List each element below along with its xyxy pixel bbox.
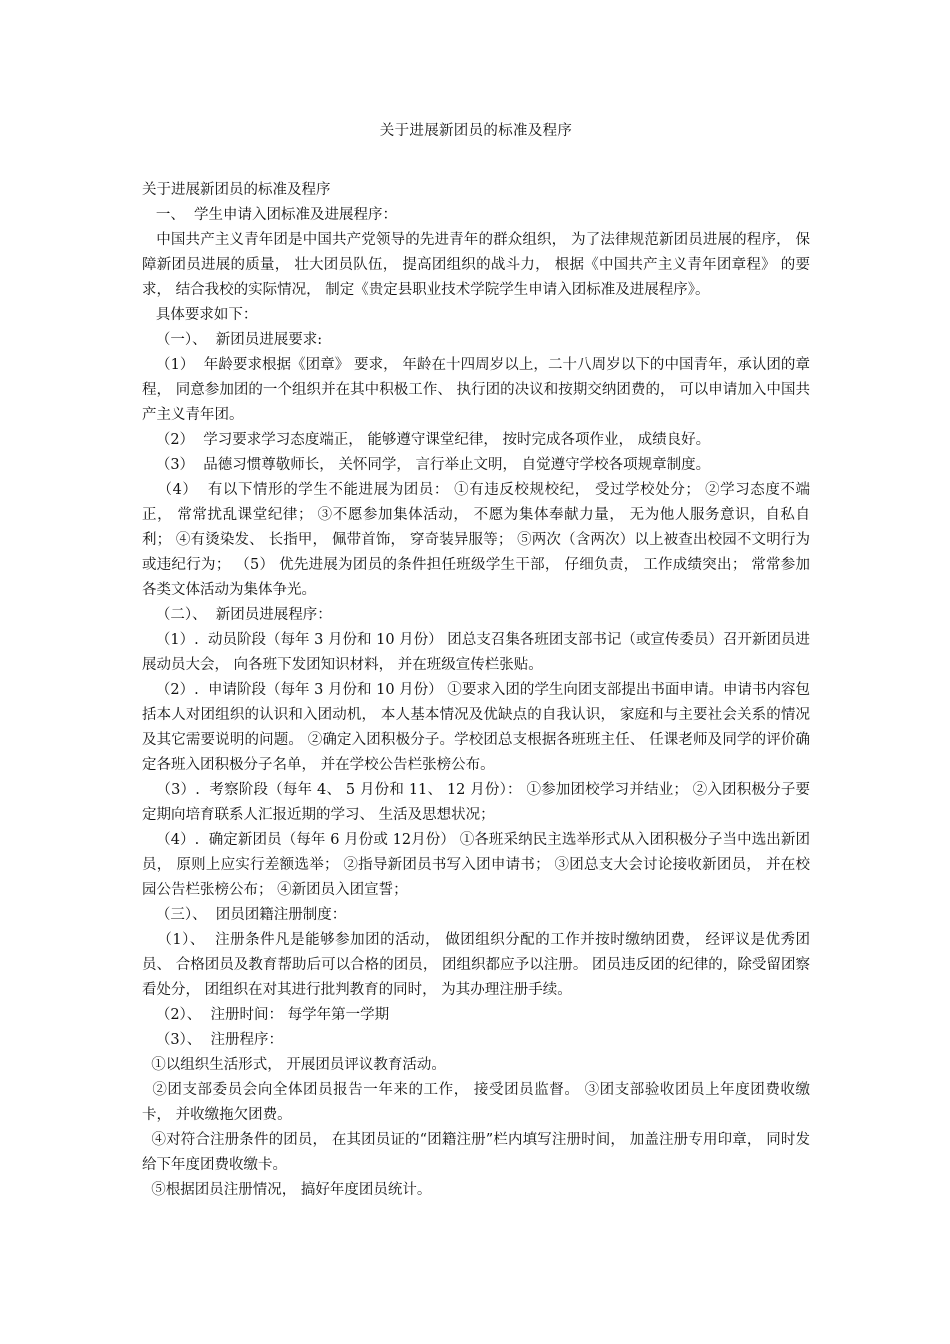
- subsection-3-heading: （三）、 团员团籍注册制度：: [142, 907, 347, 923]
- procedure-mobilization: （1）. 动员阶段（每年 3 月份和 10 月份） 团总支召集各班团支部书记（或宣传委员）召开新团员进展动员大会， 向各班下发团知识材料， 并在班级宣传栏张贴。: [142, 632, 810, 673]
- requirement-conduct: （3） 品德习惯尊敬师长， 关怀同学， 言行举止文明， 自觉遵守学校各项规章制度。: [142, 457, 711, 473]
- registration-step-2-3: ②团支部委员会向全体团员报告一年来的工作， 接受团员监督。 ③团支部验收团员上年度团费收缴卡， 并收缴拖欠团费。: [142, 1082, 811, 1123]
- subsection-1-heading: （一）、 新团员进展要求:: [142, 332, 323, 348]
- registration-procedure-heading: （3）、 注册程序：: [142, 1032, 284, 1048]
- registration-step-1: ①以组织生活形式， 开展团员评议教育活动。: [142, 1057, 446, 1073]
- procedure-application: （2）. 申请阶段（每年 3 月份和 10 月份） ①要求入团的学生向团支部提出书面申请。申请书内容包括本人对团组织的认识和入团动机， 本人基本情况及优缺点的自我认识， 家庭和与主要社会关系的情况及其它需要说明的问题。 ②确定入团积极分子。学校团总支根据各班班主任、 任课老师及同学的评价确定各班入团积极分子名单， 并在学校公告栏张榜公布。: [142, 682, 810, 773]
- section-1-heading: 一、 学生申请入团标准及进展程序：: [142, 207, 398, 223]
- requirement-exclusions: （4） 有以下情形的学生不能进展为团员： ①有违反校规校纪， 受过学校处分； ②学习态度不端正， 常常扰乱课堂纪律； ③不愿参加集体活动， 不愿为集体奉献力量， 无为他人服务意识，自私自利； ④有烫染发、 长指甲， 佩带首饰， 穿奇装异服等； ⑤两次（含两次）以上被查出校园不文明行为或违纪行为； （5） 优先进展为团员的条件担任班级学生干部， 仔细负责， 工作成绩突出； 常常参加各类文体活动为集体争光。: [142, 482, 810, 598]
- intro-paragraph: 中国共产主义青年团是中国共产党领导的先进青年的群众组织， 为了法律规范新团员进展的程序， 保障新团员进展的质量， 壮大团员队伍， 提高团组织的战斗力， 根据《中国共产主义青年团章程》 的要求， 结合我校的实际情况， 制定《贵定县职业技术学院学生申请入团标准及进展程序》。: [142, 232, 810, 298]
- requirement-study: （2） 学习要求学习态度端正， 能够遵守课堂纪律， 按时完成各项作业， 成绩良好。: [142, 432, 711, 448]
- procedure-confirmation: （4）. 确定新团员（每年 6 月份或 12月份） ①各班采纳民主选举形式从入团积极分子当中选出新团员， 原则上应实行差额选举； ②指导新团员书写入团申请书； ③团总支大会讨论接收新团员， 并在校园公告栏张榜公布； ④新团员入团宣誓；: [142, 832, 811, 898]
- requirement-age: （1） 年龄要求根据《团章》 要求， 年龄在十四周岁以上，二十八周岁以下的中国青年，承认团的章程， 同意参加团的一个组织并在其中积极工作、 执行团的决议和按期交纳团费的， 可以申请加入中国共产主义青年团。: [142, 357, 810, 423]
- requirements-lead: 具体要求如下：: [142, 307, 258, 323]
- subsection-2-heading: （二）、 新团员进展程序：: [142, 607, 332, 623]
- registration-conditions: （1）、 注册条件凡是能够参加团的活动， 做团组织分配的工作并按时缴纳团费， 经评议是优秀团员、 合格团员及教育帮助后可以合格的团员， 团组织都应予以注册。 团员违反团的纪律的，除受留团察看处分， 团组织在对其进行批判教育的同时， 为其办理注册手续。: [142, 932, 810, 998]
- document-page: [142, 120, 810, 1203]
- document-title: 关于进展新团员的标准及程序: [379, 123, 573, 139]
- registration-step-4: ④对符合注册条件的团员， 在其团员证的“团籍注册”栏内填写注册时间， 加盖注册专用印章， 同时发给下年度团费收缴卡。: [142, 1132, 811, 1173]
- procedure-inspection: （3）. 考察阶段（每年 4、 5 月份和 11、 12 月份）： ①参加团校学习并结业； ②入团积极分子要定期向培育联系人汇报近期的学习、 生活及思想状况；: [142, 782, 811, 823]
- paragraph-heading-repeat: 关于进展新团员的标准及程序: [142, 182, 331, 198]
- registration-time: （2）、 注册时间： 每学年第一学期: [142, 1007, 390, 1023]
- document-body: [142, 178, 810, 1203]
- registration-step-5: ⑤根据团员注册情况， 搞好年度团员统计。: [142, 1182, 432, 1198]
